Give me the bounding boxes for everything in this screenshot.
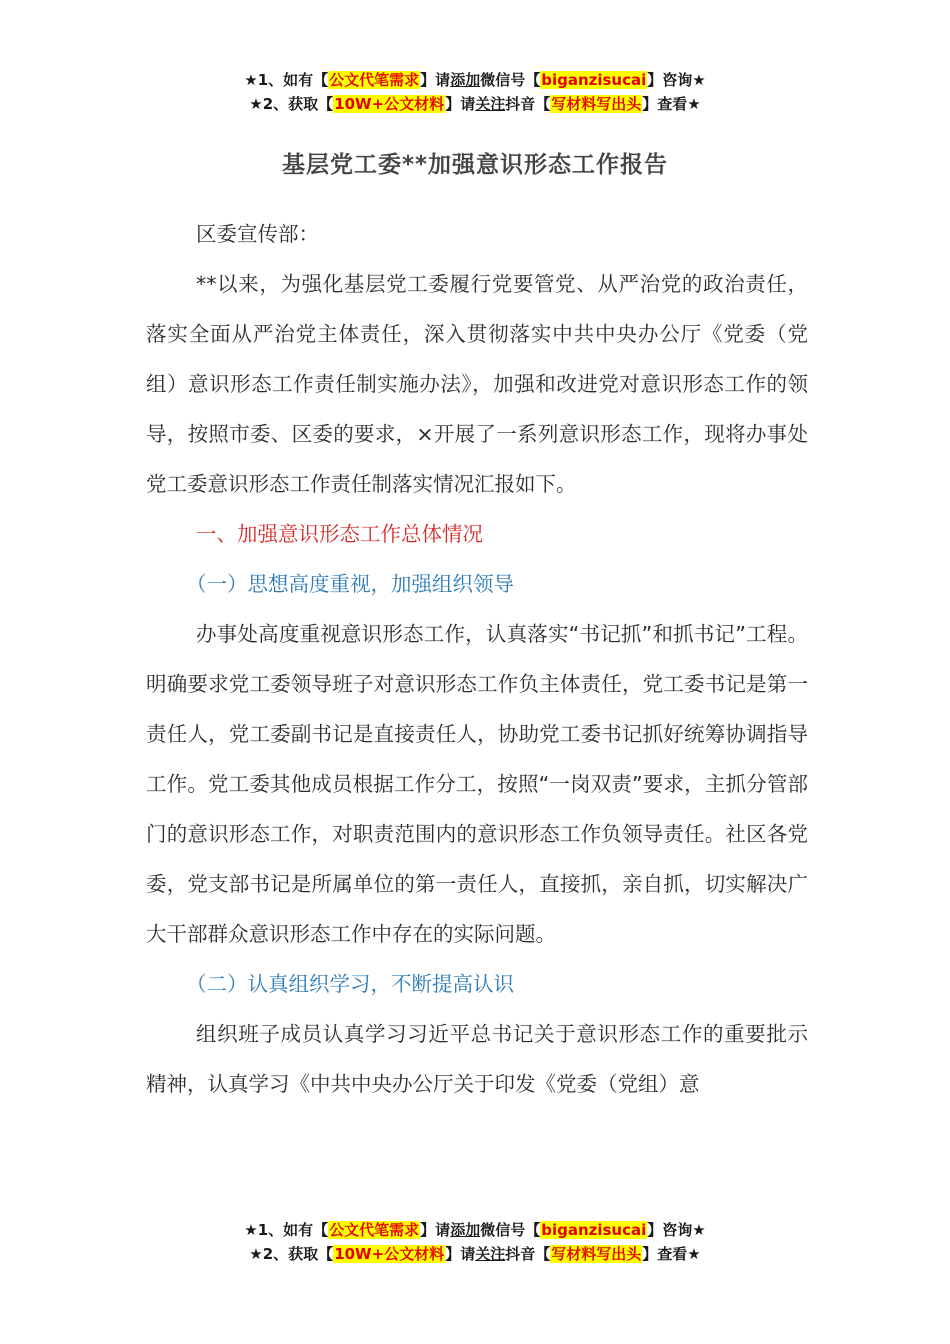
- promo-text: 】查看★: [642, 95, 701, 113]
- promo-text: ★1、如有【: [244, 1221, 329, 1239]
- promo-highlight: 10W+公文材料: [334, 1245, 445, 1263]
- promo-text: 】咨询★: [647, 71, 706, 89]
- promo-text: 】请: [420, 71, 451, 89]
- promo-text: ★2、获取【: [249, 95, 334, 113]
- subsection-paragraph-1: 办事处高度重视意识形态工作，认真落实“书记抓”和抓书记”工程。明确要求党工委领导班子对意识形态工作负主体责任，党工委书记是第一责任人，党工委副书记是直接责任人，协助党工委书记抓好统筹协调指导工作。党工委其他成员根据工作分工，按照“一岗双责”要求，主抓分管部门的意识形态工作，对职责范围内的意识形态工作负领导责任。社区各党委，党支部书记是所属单位的第一责任人，直接抓，亲自抓，切实解决广大干部群众意识形态工作中存在的实际问题。: [146, 622, 808, 946]
- bottom-promo-banner: [0, 1218, 950, 1266]
- promo-highlight: 公文代笔需求: [329, 1221, 420, 1239]
- promo-text: 抖音【: [505, 1245, 551, 1263]
- promo-underline: 关注: [475, 95, 506, 113]
- top-promo-banner: [0, 68, 950, 116]
- promo-highlight: 10W+公文材料: [334, 95, 445, 113]
- promo-highlight: 写材料写出头: [551, 1245, 642, 1263]
- document-title: 基层党工委**加强意识形态工作报告: [281, 152, 669, 178]
- promo-line-1: [0, 1218, 950, 1242]
- document-body: [146, 259, 808, 1109]
- promo-underline: 添加: [450, 1221, 481, 1239]
- promo-text: ★2、获取【: [249, 1245, 334, 1263]
- promo-text: 】请: [445, 1245, 476, 1263]
- promo-line-2: [0, 1242, 950, 1266]
- promo-highlight: 公文代笔需求: [329, 71, 420, 89]
- promo-text: 】查看★: [642, 1245, 701, 1263]
- promo-highlight: 写材料写出头: [551, 95, 642, 113]
- subsection-heading-2: （二）认真组织学习，不断提高认识: [186, 972, 514, 996]
- subsection-paragraph-2: 组织班子成员认真学习习近平总书记关于意识形态工作的重要批示精神，认真学习《中共中央办公厅关于印发《党委（党组）意: [146, 1022, 808, 1096]
- promo-line-2: [0, 92, 950, 116]
- promo-text: 】咨询★: [647, 1221, 706, 1239]
- promo-text: 】请: [445, 95, 476, 113]
- promo-highlight: biganzisucai: [541, 1221, 647, 1239]
- promo-highlight: biganzisucai: [541, 71, 647, 89]
- promo-text: 】请: [420, 1221, 451, 1239]
- promo-line-1: [0, 68, 950, 92]
- promo-text: 微信号【: [480, 71, 541, 89]
- section-heading-1: 一、加强意识形态工作总体情况: [196, 522, 483, 546]
- promo-text: 抖音【: [505, 95, 551, 113]
- promo-underline: 添加: [450, 71, 481, 89]
- promo-text: ★1、如有【: [244, 71, 329, 89]
- promo-underline: 关注: [475, 1245, 506, 1263]
- subsection-heading-1: （一）思想高度重视，加强组织领导: [186, 572, 514, 596]
- intro-paragraph: **以来，为强化基层党工委履行党要管党、从严治党的政治责任，落实全面从严治党主体责任，深入贯彻落实中共中央办公厅《党委（党组）意识形态工作责任制实施办法》，加强和改进党对意识形态工作的领导，按照市委、区委的要求，×开展了一系列意识形态工作，现将办事处党工委意识形态工作责任制落实情况汇报如下。: [146, 272, 808, 496]
- promo-text: 微信号【: [480, 1221, 541, 1239]
- salutation: 区委宣传部：: [196, 222, 319, 246]
